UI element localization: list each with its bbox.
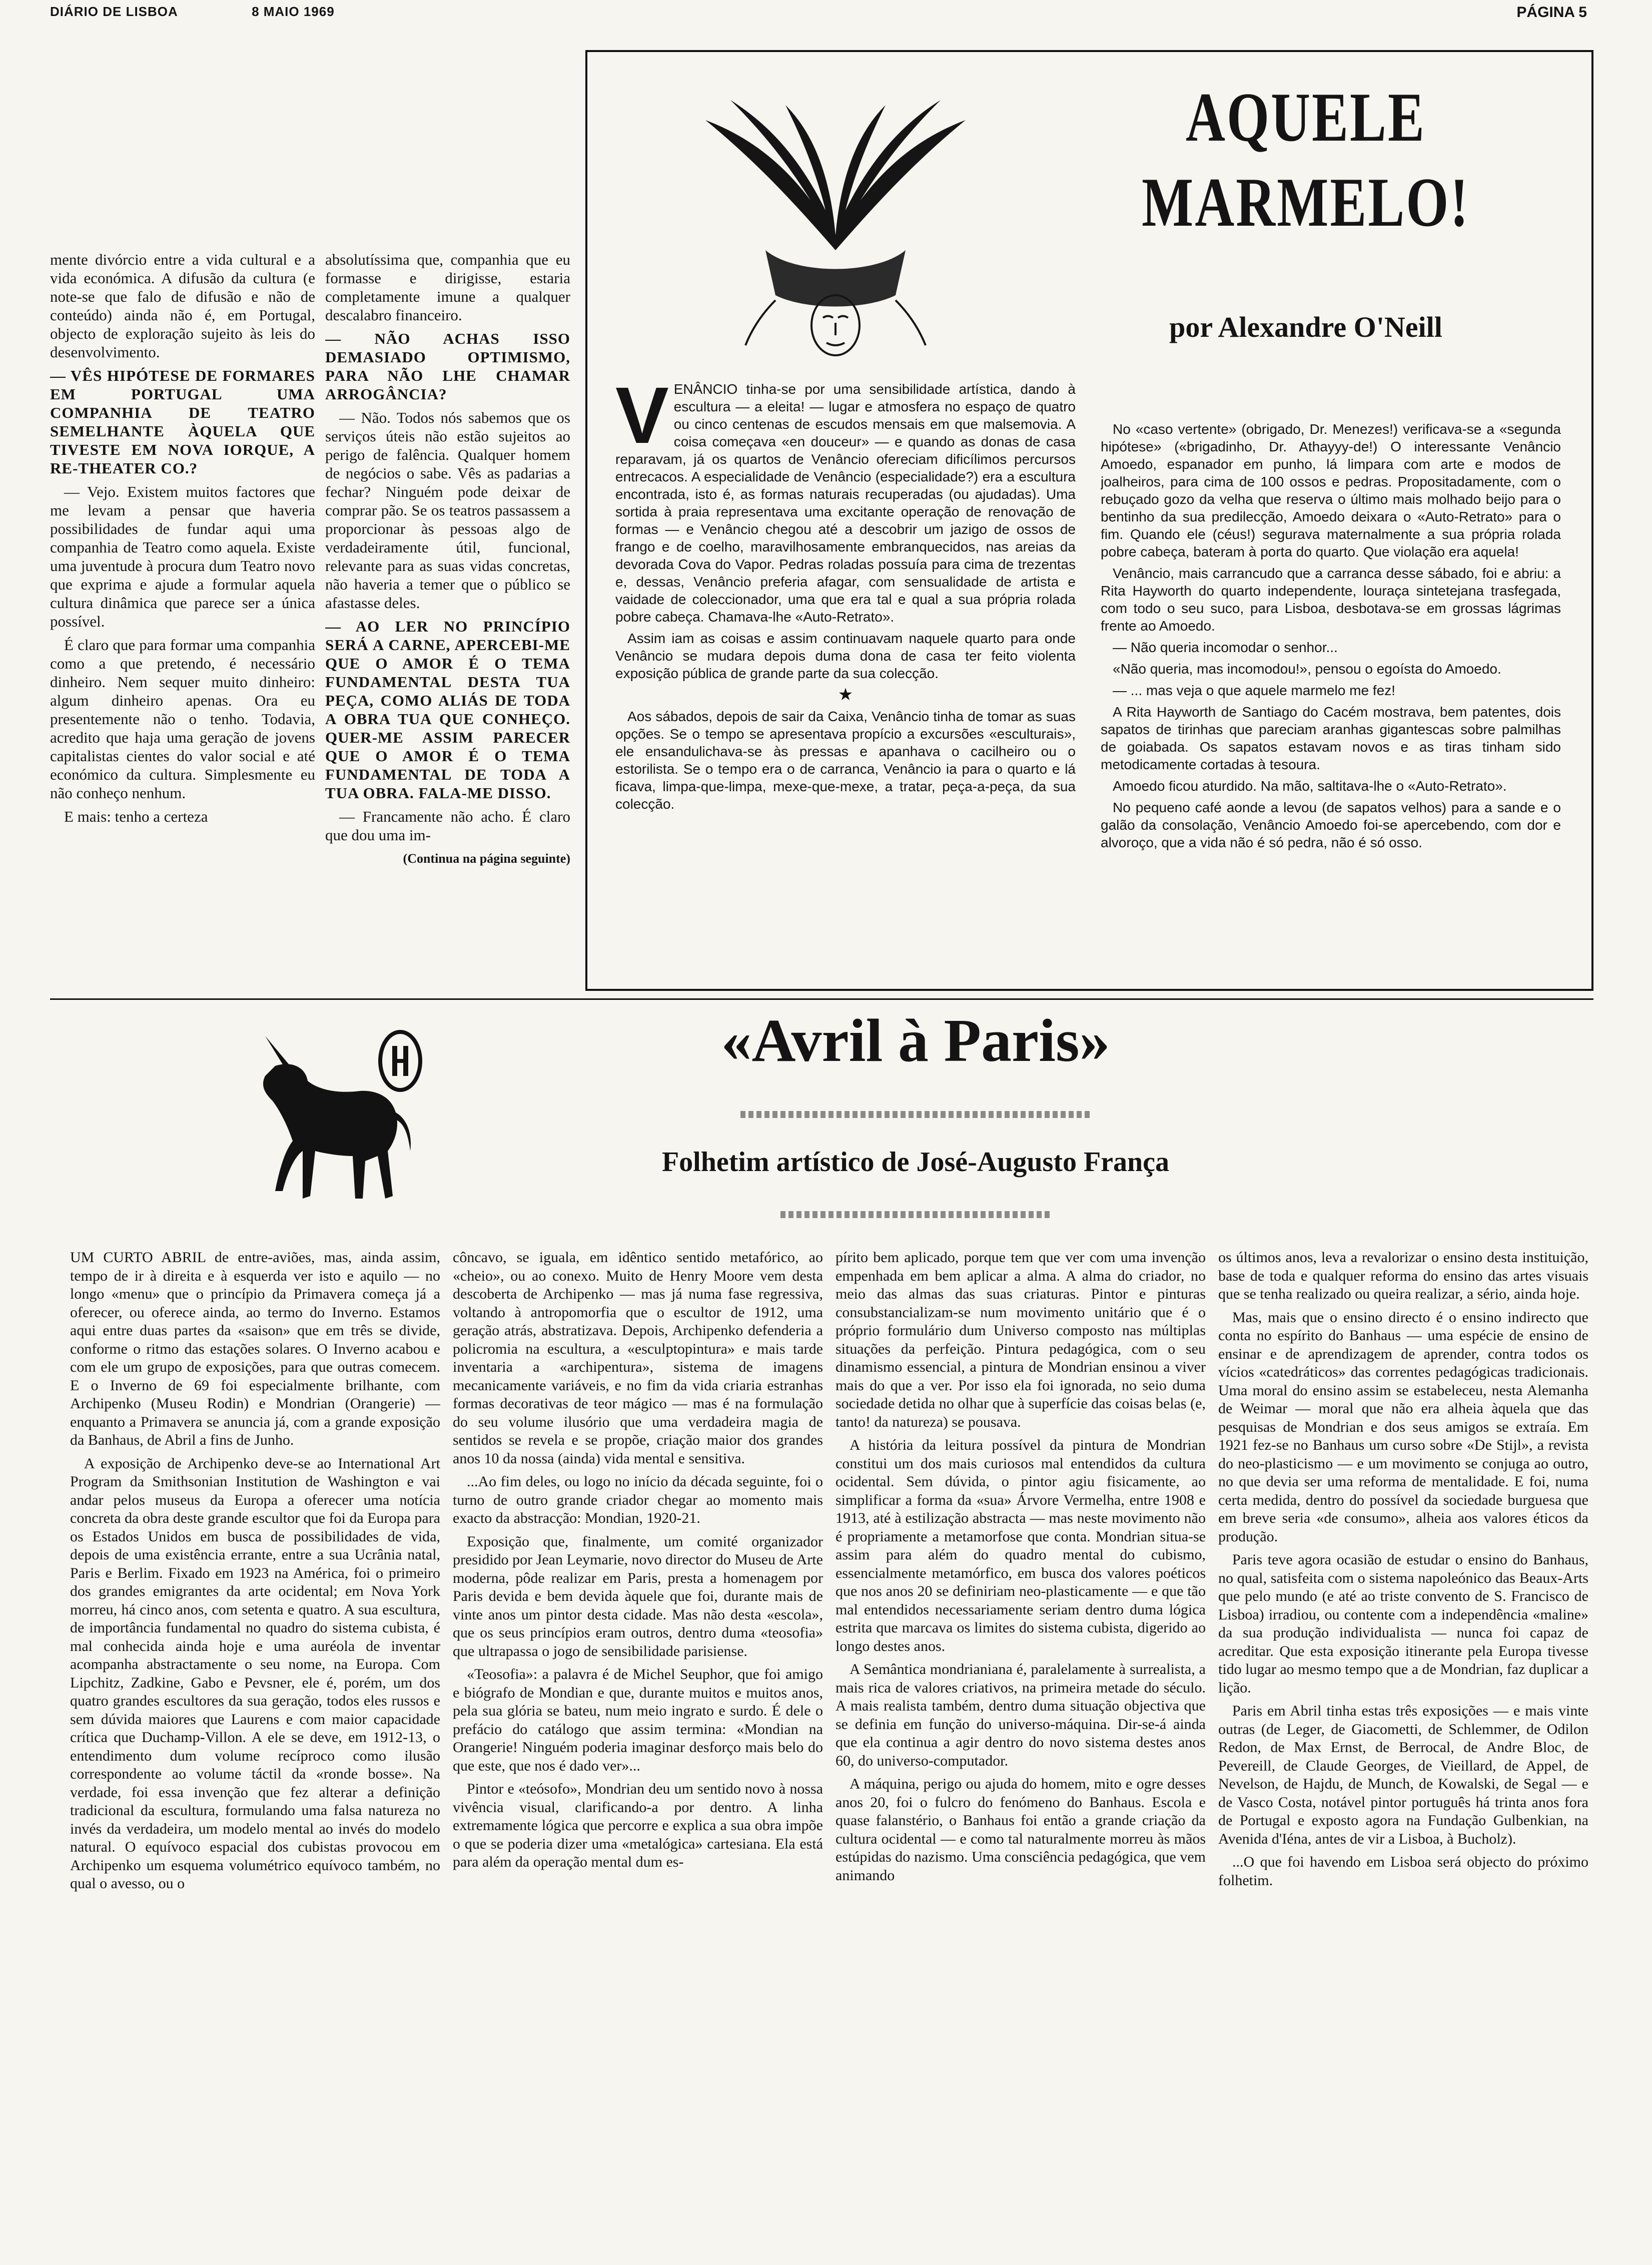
paragraph: ...O que foi havendo em Lisboa será objecto do próximo folhetim. bbox=[1218, 1854, 1588, 1889]
paragraph: Pintor e «teósofo», Mondrian deu um sentido novo à nossa vivência visual, clarificando-a por dentro. A linha extremamente lógica que percorre e explica a sua obra impõe o que se poderia dizer uma «metalógica» cartesiana. Ela está para além da operação mental dum es- bbox=[453, 1781, 823, 1870]
paragraph: E mais: tenho a certeza bbox=[64, 808, 208, 825]
paragraph: Assim iam as coisas e assim continuavam naquele quarto para onde Venâncio se mudara depois duma dona de casa ter feito violenta exposição pública de grande parte da sua colecção. bbox=[615, 631, 1076, 681]
paragraph: mente divórcio entre a vida cultural e a vida económica. A difusão da cultura (e note-se que falo de difusão e não de conteúdo) ainda não é, em Portugal, objecto de exploração sujeito às leis do desenvolvimento. bbox=[50, 251, 315, 361]
paragraph: os últimos anos, leva a revalorizar o ensino desta instituição, base de toda e qualquer reforma do ensino das artes visuais que se tenha realizado ou queira realizar, a sério, ainda hoje. bbox=[1218, 1249, 1588, 1302]
paragraph: A Rita Hayworth de Santiago do Cacém mostrava, bem patentes, dois sapatos de tirinhas que pareciam aranhas gigantescas sobre palmilhas de goiabada. Os sapatos estavam novos e as tiras tinham sido metodicamente cortadas à tesoura. bbox=[1101, 704, 1561, 772]
masthead-text: DIÁRIO DE LISBOA bbox=[50, 4, 178, 19]
winged-head-illustration bbox=[685, 85, 986, 380]
article-column-1 bbox=[70, 1249, 440, 2244]
newspaper-name bbox=[50, 4, 335, 20]
interview-question: — NÃO ACHAS ISSO DEMASIADO OPTIMISMO, PARA NÃO LHE CHAMAR ARROGÂNCIA? bbox=[325, 330, 570, 403]
article-subtitle: Folhetim artístico de José-Augusto França bbox=[661, 1147, 1170, 1178]
paragraph: «Teosofia»: a palavra é de Michel Seuphor, que foi amigo e biógrafo de Mondian e que, durante muitos e muitos anos, pela sua glória se bateu, num meio ingrato e surdo. É dele o prefácio do catálogo que assim termina: «Mondian na Orangerie! Ninguém poderia imaginar desforço mais belo do que este, que nos é dado ver»... bbox=[453, 1666, 823, 1774]
paragraph: É claro que para formar uma companhia como a que pretendo, é necessário dinheiro. Nem sequer muito dinheiro: algum dinheiro apenas. Ora eu presentemente não o tenho. Todavia, acredito que haja uma geração de jovens capitalistas cientes do valor social e até económico da cultura. Simplesmente eu não conheço nenhum. bbox=[50, 636, 315, 802]
story-column-1 bbox=[615, 380, 1076, 976]
article-column-2 bbox=[453, 1249, 823, 2244]
page-number: PÁGINA 5 bbox=[1516, 4, 1587, 21]
paragraph: — Francamente não acho. É claro que dou uma im- bbox=[325, 808, 570, 844]
paragraph: No «caso vertente» (obrigado, Dr. Menezes!) verificava-se a «segunda hipótese» («brigadinho, Dr. Athayyy-de!) O interessante Venâncio Amoedo, espanador em punho, lá limpara com arte e modos de joalheiros, para cima de 100 ossos e pedras. Propositadamente, com o rebuçado gozo da velha que reserva o último mais molhado beijo para o bentinho da sua predilecção, Amoedo deixara o «Auto-Retrato» para o fim. Quando ele (céus!) segurava maternalmente a sua própria rolada pobre cabeça, bateram à porta do quarto. Que violação era aquela! bbox=[1101, 421, 1561, 559]
paragraph: Aos sábados, depois de sair da Caixa, Venâncio tinha de tomar as suas opções. Se o tempo se apresentava propício a excursões «esculturais», ele ensandulichava-se às pressas e apanhava o cacilheiro ou o estorilista. Se o tempo era o de carranca, Venâncio ia para o quarto e lá ficava, limpa-que-limpa, mexe-que-mexe, a tratar, peça-a-peça, da sua colecção. bbox=[615, 709, 1076, 812]
interview-column-1 bbox=[50, 250, 315, 991]
paragraph: «Não queria, mas incomodou!», pensou o egoísta do Amoedo. bbox=[1113, 661, 1501, 677]
article-column-3 bbox=[836, 1249, 1206, 2244]
title-line-2: MARMELO! bbox=[1142, 164, 1470, 241]
paragraph: Paris em Abril tinha estas três exposições — e mais vinte outras (de Leger, de Giacometti, de Schlemmer, de Odilon Redon, de Max Ernst, de Berrocal, de Andre Bloc, de Pevereill, de Claude Georges, de Vieillard, de Appel, de Nevelson, de Hajdu, de Munch, de Kowalski, de Segal — e de Vasco Costa, notável pintor português há trinta anos fora de Portugal e exposto agora na Fundação Gulbenkian, na Avenida d'Iéna, antes de vir a Lisboa, à Bucholz). bbox=[1218, 1703, 1588, 1847]
article-title: «Avril à Paris» bbox=[721, 1007, 1110, 1074]
paragraph: — Vejo. Existem muitos factores que me levam a pensar que haveria possibilidades de fundar aqui uma companhia de Teatro como aquela. Existe uma juventude à procura dum Teatro novo que exprima e ajude a formular aquela cultura dinâmica que parece ser a única possível. bbox=[50, 483, 315, 630]
paragraph: Mas, mais que o ensino directo é o ensino indirecto que conta no espírito do Banhaus — uma espécie de ensino de ensinar e de aprendizagem de aprender, contra todos os vícios «catedráticos» das correntes pedagógicas tradicionais. Uma moral do ensino assim se estabeleceu, nesta Alemanha de Weimar — moral que não era alheia àquela que das pesquisas de Mondrian e dos seus amigos se extraía. Em 1921 fez-se no Banhaus um curso sobre «De Stijl», a revista do neo-plasticismo — e um movimento se conjuga ao outro, no que devia ser uma reforma de mentalidade. E foi, numa certa medida, dentro do possível da sociedade burguesa que em breve seria «de consumo», alheia aos valores éticos da produção. bbox=[1218, 1309, 1588, 1545]
drop-cap: V bbox=[615, 380, 669, 460]
paragraph: — ... mas veja o que aquele marmelo me fez! bbox=[1113, 683, 1395, 698]
story-byline: por Alexandre O'Neill bbox=[1169, 311, 1442, 343]
article-column-4 bbox=[1218, 1249, 1588, 2244]
paragraph: Paris teve agora ocasião de estudar o ensino do Banhaus, no qual, satisfeita com o sistema napoleónico das Beaux-Arts que pelo mundo (e até ao triste convento de S. Francisco de Lisboa) irradiou, ou contente com a independência «maline» da sua produção individualista — nunca foi capaz de acreditar. Que esta exposição itinerante pela Europa tivesse tido lugar ao mesmo tempo que a de Mondrian, faz duplicar a lição. bbox=[1218, 1551, 1588, 1696]
paragraph: A máquina, perigo ou ajuda do homem, mito e ogre desses anos 20, foi o fulcro do fenómeno do Banhaus. Escola e quase falanstério, o Banhaus foi então a grande criação da cultura ocidental — e como tal naturalmente morreu às mãos estúpidas do nazismo. Uma consciência pedagógica, que vem animando bbox=[836, 1776, 1206, 1884]
ornament-rule-bottom bbox=[780, 1211, 1051, 1218]
interview-question: — AO LER NO PRINCÍPIO SERÁ A CARNE, APERCEBI-ME QUE O AMOR É O TEMA FUNDAMENTAL DESTA TUA PEÇA, COMO ALIÁS DE TODA A OBRA TUA QUE CONHEÇO. QUER-ME ASSIM PARECER QUE O AMOR É O TEMA FUNDAMENTAL DE TODA A TUA OBRA. FALA-ME DISSO. bbox=[325, 618, 570, 802]
paragraph: pírito bem aplicado, porque tem que ver com uma invenção empenhada em bem aplicar a alma. A alma do criador, no meio das almas das suas criaturas. Pintor e pinturas consubstancializam-se num movimento unitário que é o próprio formulário dum Universo composto nas múltiplas situações da perfeição. Pintura pedagógica, com o seu dinamismo essencial, a pintura de Mondrian ensinou a viver mais do que a ver. Por isso ela foi ignorada, no seio duma sociedade detida no olhar que à superfície das coisas belas (e, tanto! da natureza) se pousava. bbox=[836, 1249, 1206, 1430]
paragraph: absolutíssima que, companhia que eu formasse e dirigisse, estaria completamente imune a qualquer descalabro financeiro. bbox=[325, 251, 570, 324]
interview-question: — VÊS HIPÓTESE DE FORMARES EM PORTUGAL UMA COMPANHIA DE TEATRO SEMELHANTE ÀQUELA QUE TIVESTE EM NOVA IORQUE, A RE-THEATER CO.? bbox=[50, 367, 315, 477]
interview-column-2 bbox=[325, 250, 570, 991]
paragraph: ...Ao fim deles, ou logo no início da década seguinte, foi o turno de outro grande criador chegar ao momento mais exacto da abstracção: Mondian, 1920-21. bbox=[453, 1473, 823, 1526]
paragraph: A exposição de Archipenko deve-se ao International Art Program da Smithsonian Institution de Washington e vai andar pelos museus da Europa a oferecer uma notícia concreta da obra deste grande escultor que foi da Europa para os Estados Unidos em busca de possibilidades de vida, depois de uma existência errante, entre a sua Ucrânia natal, Paris e Berlim. Fixado em 1923 na América, foi o primeiro dos grandes emigrantes da arte ocidental; em Nova York morreu, há cinco anos, com setenta e quatro. A sua escultura, de importância fundamental no quadro do sistema cubista, é mal conhecida ainda hoje e uma auréola de inventar acompanha abstractamente o seu nome, na Europa. Com Lipchitz, Zadkine, Gabo e Pevsner, ele é, porém, um dos quatro grandes escultores da sua geração, todos eles russos e sem dúvida maiores que Laurens e com maior capacidade crítica que Duchamp-Villon. A ele se deve, em 1912-13, o entendimento dum volume recíproco como ilusão correspondente ao volume táctil da «ronde bosse». Na verdade, foi essa invenção que fez alterar a definição tradicional da escultura, formulando uma falsa natureza no invés da verdadeira, um modelo mental ao invés do modelo natural. O equívoco espacial dos cubistas provocou em Archipenko um esquema volumétrico equívoco também, no qual o avesso, ou o bbox=[70, 1455, 440, 1892]
paragraph: No pequeno café aonde a levou (de sapatos velhos) para a sande e o galão da consolação, Venâncio Amoedo foi-se apercebendo, com dor e alvoroço, que a vida não é só pedra, não é só osso. bbox=[1101, 800, 1561, 850]
paragraph: Venâncio, mais carrancudo que a carranca desse sábado, foi e abriu: a Rita Hayworth do quarto independente, louraça sintetejana trasfegada, com todo o seu suco, para Lisboa, desbotava-se em grossas lágrimas frente ao Amoedo. bbox=[1101, 565, 1561, 634]
paragraph: — Não queria incomodar o senhor... bbox=[1113, 640, 1338, 655]
paragraph: A história da leitura possível da pintura de Mondrian constitui um dos mais curiosos mal entendidos da cultura ocidental. Sem dúvida, o pintor agiu fisicamente, ao simplificar a forma da «sua» Árvore Vermelha, entre 1908 e 1913, até à estilização abstracta — mas neste movimento não é propriamente a metamorfose que conta. Mondrian situa-se assim para além do quadro mental do cubismo, essencialmente metamórfico, em busca dos valores poéticos que nos anos 20 se definiriam neo-plasticamente — e que tão mal entendidos necessariamente seriam dentro duma lógica estrita que marcava os limites do sistema cubista, digerido ao longo destes anos. bbox=[836, 1437, 1206, 1654]
paragraph: A Semântica mondrianiana é, paralelamente à surrealista, a mais rica de valores criativos, na primeira metade do século. A mais realista também, dentro duma situação objectiva que se definia em função do universo-máquina. Dir-se-á ainda que ela continua a agir dentro do novo sistema destes anos 60, do universo-computador. bbox=[836, 1661, 1206, 1769]
continuation-note: (Continua na página seguinte) bbox=[403, 851, 570, 866]
section-star: ★ bbox=[838, 685, 854, 704]
section-divider bbox=[50, 998, 1593, 1000]
unicorn-illustration bbox=[190, 1006, 450, 1216]
story-column-2 bbox=[1101, 420, 1561, 976]
paragraph: Amoedo ficou aturdido. Na mão, saltitava-lhe o «Auto-Retrato». bbox=[1113, 778, 1507, 794]
paragraph: ENÂNCIO tinha-se por uma sensibilidade artística, dando à escultura — a eleita! — lugar e atmosfera no espaço de quatro ou cinco centenas de escudos mensais em que malsemovia. A coisa começava «en douceur» — e quando as donas de casa reparavam, já os quartos de Venâncio ofereciam dificílimos percursos entrecacos. A especialidade de Venâncio (especialidade?) era a escultura encontrada, isto é, as formas naturais recuperadas (ou ajudadas). Uma sortida à praia representava uma excitante operação de renovação de formas — e Venâncio chegou até a descobrir um jazigo de ossos de frango e de coelho, maravilhosamente embranquecidos, nas areias da devorada Cova do Vapor. Pedras roladas possuía para cima de trezentas e, dessas, Venâncio preferia afagar, com sensualidade de artista e vaidade de coleccionador, uma que era tal e qual a sua própria rolada pobre cabeça. Chamava-lhe «Auto-Retrato». bbox=[615, 381, 1076, 625]
issue-date: 8 MAIO 1969 bbox=[252, 4, 335, 19]
paragraph: Exposição que, finalmente, um comité organizador presidido por Jean Leymarie, novo director do Museu de Arte moderna, pôde realizar em Paris, presta a homenagem por Paris devida e bem devida àquele que foi, durante mais de vinte anos um pintor desta cidade. Mas não desta «escola», que os seus princípios eram outros, dentro duma «teosofia» que ultrapassa o jogo de sensibilidade parisiense. bbox=[453, 1533, 823, 1659]
paragraph: — Não. Todos nós sabemos que os serviços úteis não estão sujeitos ao perigo de falência. Qualquer homem de negócios o sabe. Vês as padarias a fechar? Ninguém pode deixar de comprar pão. Se os teatros passassem a proporcionar às pessoas algo de verdadeiramente útil, funcional, relevante para as suas vidas concretas, não haveria a temer que o público se afastasse deles. bbox=[325, 409, 570, 612]
ornament-rule-top bbox=[740, 1111, 1091, 1118]
paragraph: côncavo, se iguala, em idêntico sentido metafórico, ao «cheio», ou ao conexo. Muito de Henry Moore vem desta descoberta de Archipenko — mas já numa fase regressiva, voltando à antropomorfia que o escultor de 1912, uma geração atrás, abstratizava. Depois, Archipenko defenderia a policromia na escultura, a «esculptopintura» e mais tarde inventaria a «archipentura», sistema de imagens mecanicamente variáveis, e no fim da vida criaria estranhas formas decorativas de teor mágico — mas é na formulação do seu volume ilusório que uma verdadeira magia de sentidos se revela e se propõe, criação maior dos grandes anos 10 da nossa (ainda) vida mental e sensitiva. bbox=[453, 1249, 823, 1467]
paragraph: UM CURTO ABRIL de entre-aviões, mas, ainda assim, tempo de ir à direita e à esquerda ver isto e aquilo — no longo «menu» que o princípio da Primavera começa já a oferecer, ou oferece ainda, ao termo do Inverno. Estamos aqui entre duas partes da «saison» que em três se divide, conforme o ritmo das estações solares. O Inverno acabou e com ele um grupo de exposições, para que outras comecem. E o Inverno de 69 foi especialmente brilhante, com Archipenko (Museu Rodin) e Mondrian (Orangerie) — enquanto a Primavera se anuncia já, com a grande exposição da Banhaus, de Abril a fins de Junho. bbox=[70, 1249, 440, 1448]
title-line-1: AQUELE bbox=[1186, 79, 1426, 156]
story-title bbox=[1095, 75, 1516, 245]
